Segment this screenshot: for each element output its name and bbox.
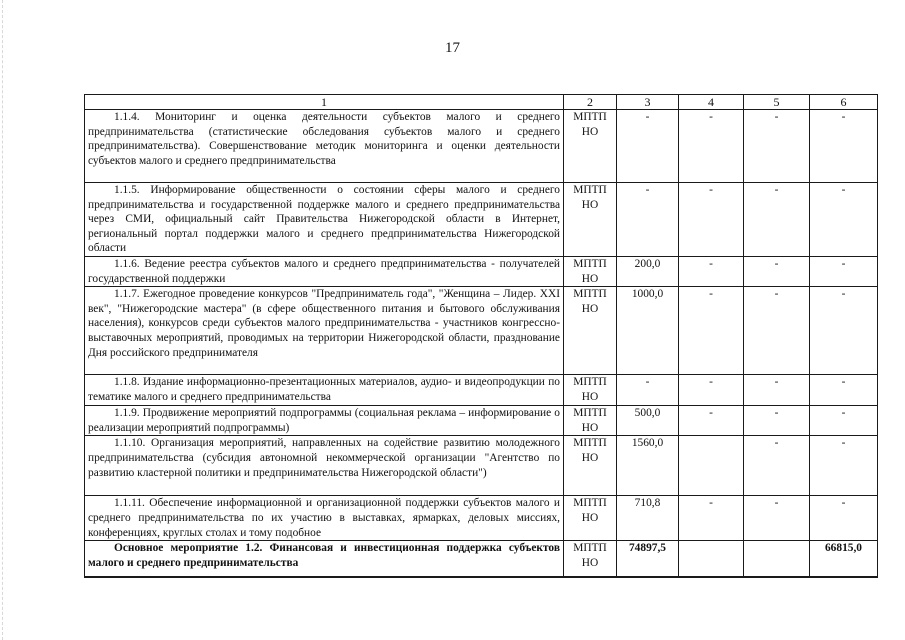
row-responsible: МПТП НО <box>564 257 617 287</box>
row-value-col5: - <box>744 406 810 436</box>
column-header-6: 6 <box>810 95 878 110</box>
row-value-col3: - <box>617 110 679 183</box>
row-value-col5: - <box>744 375 810 406</box>
table-row <box>85 436 878 496</box>
row-value-col5: - <box>744 183 810 257</box>
table-header-row <box>85 95 878 110</box>
row-description: 1.1.4. Мониторинг и оценка деятельности субъектов малого и среднего предпринимательства (статистические обследования субъектов малого и среднего предпринимательства). Совершенствование методик мониторинга и оценки деятельности субъектов малого и среднего предпринимательства <box>85 110 564 183</box>
row-responsible: МПТП НО <box>564 436 617 496</box>
row-description: 1.1.11. Обеспечение информационной и организационной поддержки субъектов малого и среднего предпринимательства по их участию в выставках, ярмарках, деловых миссиях, конференциях, круглых столах и тому подобное <box>85 496 564 541</box>
row-description: Основное мероприятие 1.2. Финансовая и инвестиционная поддержка субъектов малого и среднего предпринимательства <box>85 541 564 577</box>
column-header-3: 3 <box>617 95 679 110</box>
row-value-col3: 74897,5 <box>617 541 679 577</box>
row-responsible: МПТП НО <box>564 496 617 541</box>
row-value-col3: 1560,0 <box>617 436 679 496</box>
row-responsible: МПТП НО <box>564 110 617 183</box>
row-value-col3: 710,8 <box>617 496 679 541</box>
row-value-col5: - <box>744 496 810 541</box>
row-value-col5: - <box>744 110 810 183</box>
row-value-col5: - <box>744 287 810 375</box>
column-header-5: 5 <box>744 95 810 110</box>
table-row <box>85 496 878 541</box>
row-value-col5: - <box>744 257 810 287</box>
row-value-col4: - <box>679 183 744 257</box>
row-value-col6: - <box>810 406 878 436</box>
row-value-col4 <box>679 541 744 577</box>
row-value-col6: - <box>810 287 878 375</box>
row-value-col6: - <box>810 496 878 541</box>
table-row <box>85 183 878 257</box>
column-header-4: 4 <box>679 95 744 110</box>
row-description: 1.1.10. Организация мероприятий, направленных на содействие развитию молодежного предпринимательства (субсидия автономной некоммерческой организации "Агентство по развитию кластерной политики и предпринимательства Нижегородской области") <box>85 436 564 496</box>
column-header-1: 1 <box>85 95 564 110</box>
row-responsible: МПТП НО <box>564 541 617 577</box>
row-value-col3: - <box>617 375 679 406</box>
row-value-col4: - <box>679 496 744 541</box>
row-description: 1.1.5. Информирование общественности о состоянии сферы малого и среднего предпринимательства и государственной поддержке малого и среднего предпринимательства через СМИ, официальный сайт Правительства Нижегородской области в Интернет, региональный портал поддержки малого и среднего предпринимательства Нижегородской области <box>85 183 564 257</box>
row-description: 1.1.7. Ежегодное проведение конкурсов "Предприниматель года", "Женщина – Лидер. XXI век", "Нижегородские мастера" (в сфере общественного питания и бытового обслуживания населения), конкурсов среди субъектов малого предпринимательства - участников конгрессно-выставочных мероприятий, проводимых на территории Нижегородской области, празднование Дня российского предпринимателя <box>85 287 564 375</box>
row-value-col4: - <box>679 375 744 406</box>
row-responsible: МПТП НО <box>564 287 617 375</box>
table-row <box>85 257 878 287</box>
row-value-col3: 500,0 <box>617 406 679 436</box>
row-value-col6: - <box>810 110 878 183</box>
row-value-col6: - <box>810 183 878 257</box>
row-description: 1.1.6. Ведение реестра субъектов малого и среднего предпринимательства - получателей государственной поддержки <box>85 257 564 287</box>
row-value-col4 <box>679 436 744 496</box>
table-row <box>85 375 878 406</box>
table-row-main-measure <box>85 541 878 577</box>
page-number: 17 <box>445 40 460 56</box>
row-responsible: МПТП НО <box>564 375 617 406</box>
row-responsible: МПТП НО <box>564 406 617 436</box>
row-value-col5 <box>744 541 810 577</box>
row-value-col5: - <box>744 436 810 496</box>
row-value-col4: - <box>679 287 744 375</box>
row-value-col4: - <box>679 406 744 436</box>
row-description: 1.1.9. Продвижение мероприятий подпрограммы (социальная реклама – информирование о реализации мероприятий подпрограммы) <box>85 406 564 436</box>
row-value-col6: - <box>810 436 878 496</box>
row-value-col4: - <box>679 257 744 287</box>
table-row <box>85 287 878 375</box>
row-value-col3: - <box>617 183 679 257</box>
row-value-col6: - <box>810 257 878 287</box>
measures-table <box>84 94 878 578</box>
row-value-col4: - <box>679 110 744 183</box>
row-value-col6: 66815,0 <box>810 541 878 577</box>
row-description: 1.1.8. Издание информационно-презентационных материалов, аудио- и видеопродукции по тематике малого и среднего предпринимательства <box>85 375 564 406</box>
scan-edge-mark <box>2 0 4 640</box>
row-value-col3: 1000,0 <box>617 287 679 375</box>
column-header-2: 2 <box>564 95 617 110</box>
row-value-col3: 200,0 <box>617 257 679 287</box>
table-row <box>85 110 878 183</box>
table-row <box>85 406 878 436</box>
row-responsible: МПТП НО <box>564 183 617 257</box>
row-value-col6: - <box>810 375 878 406</box>
